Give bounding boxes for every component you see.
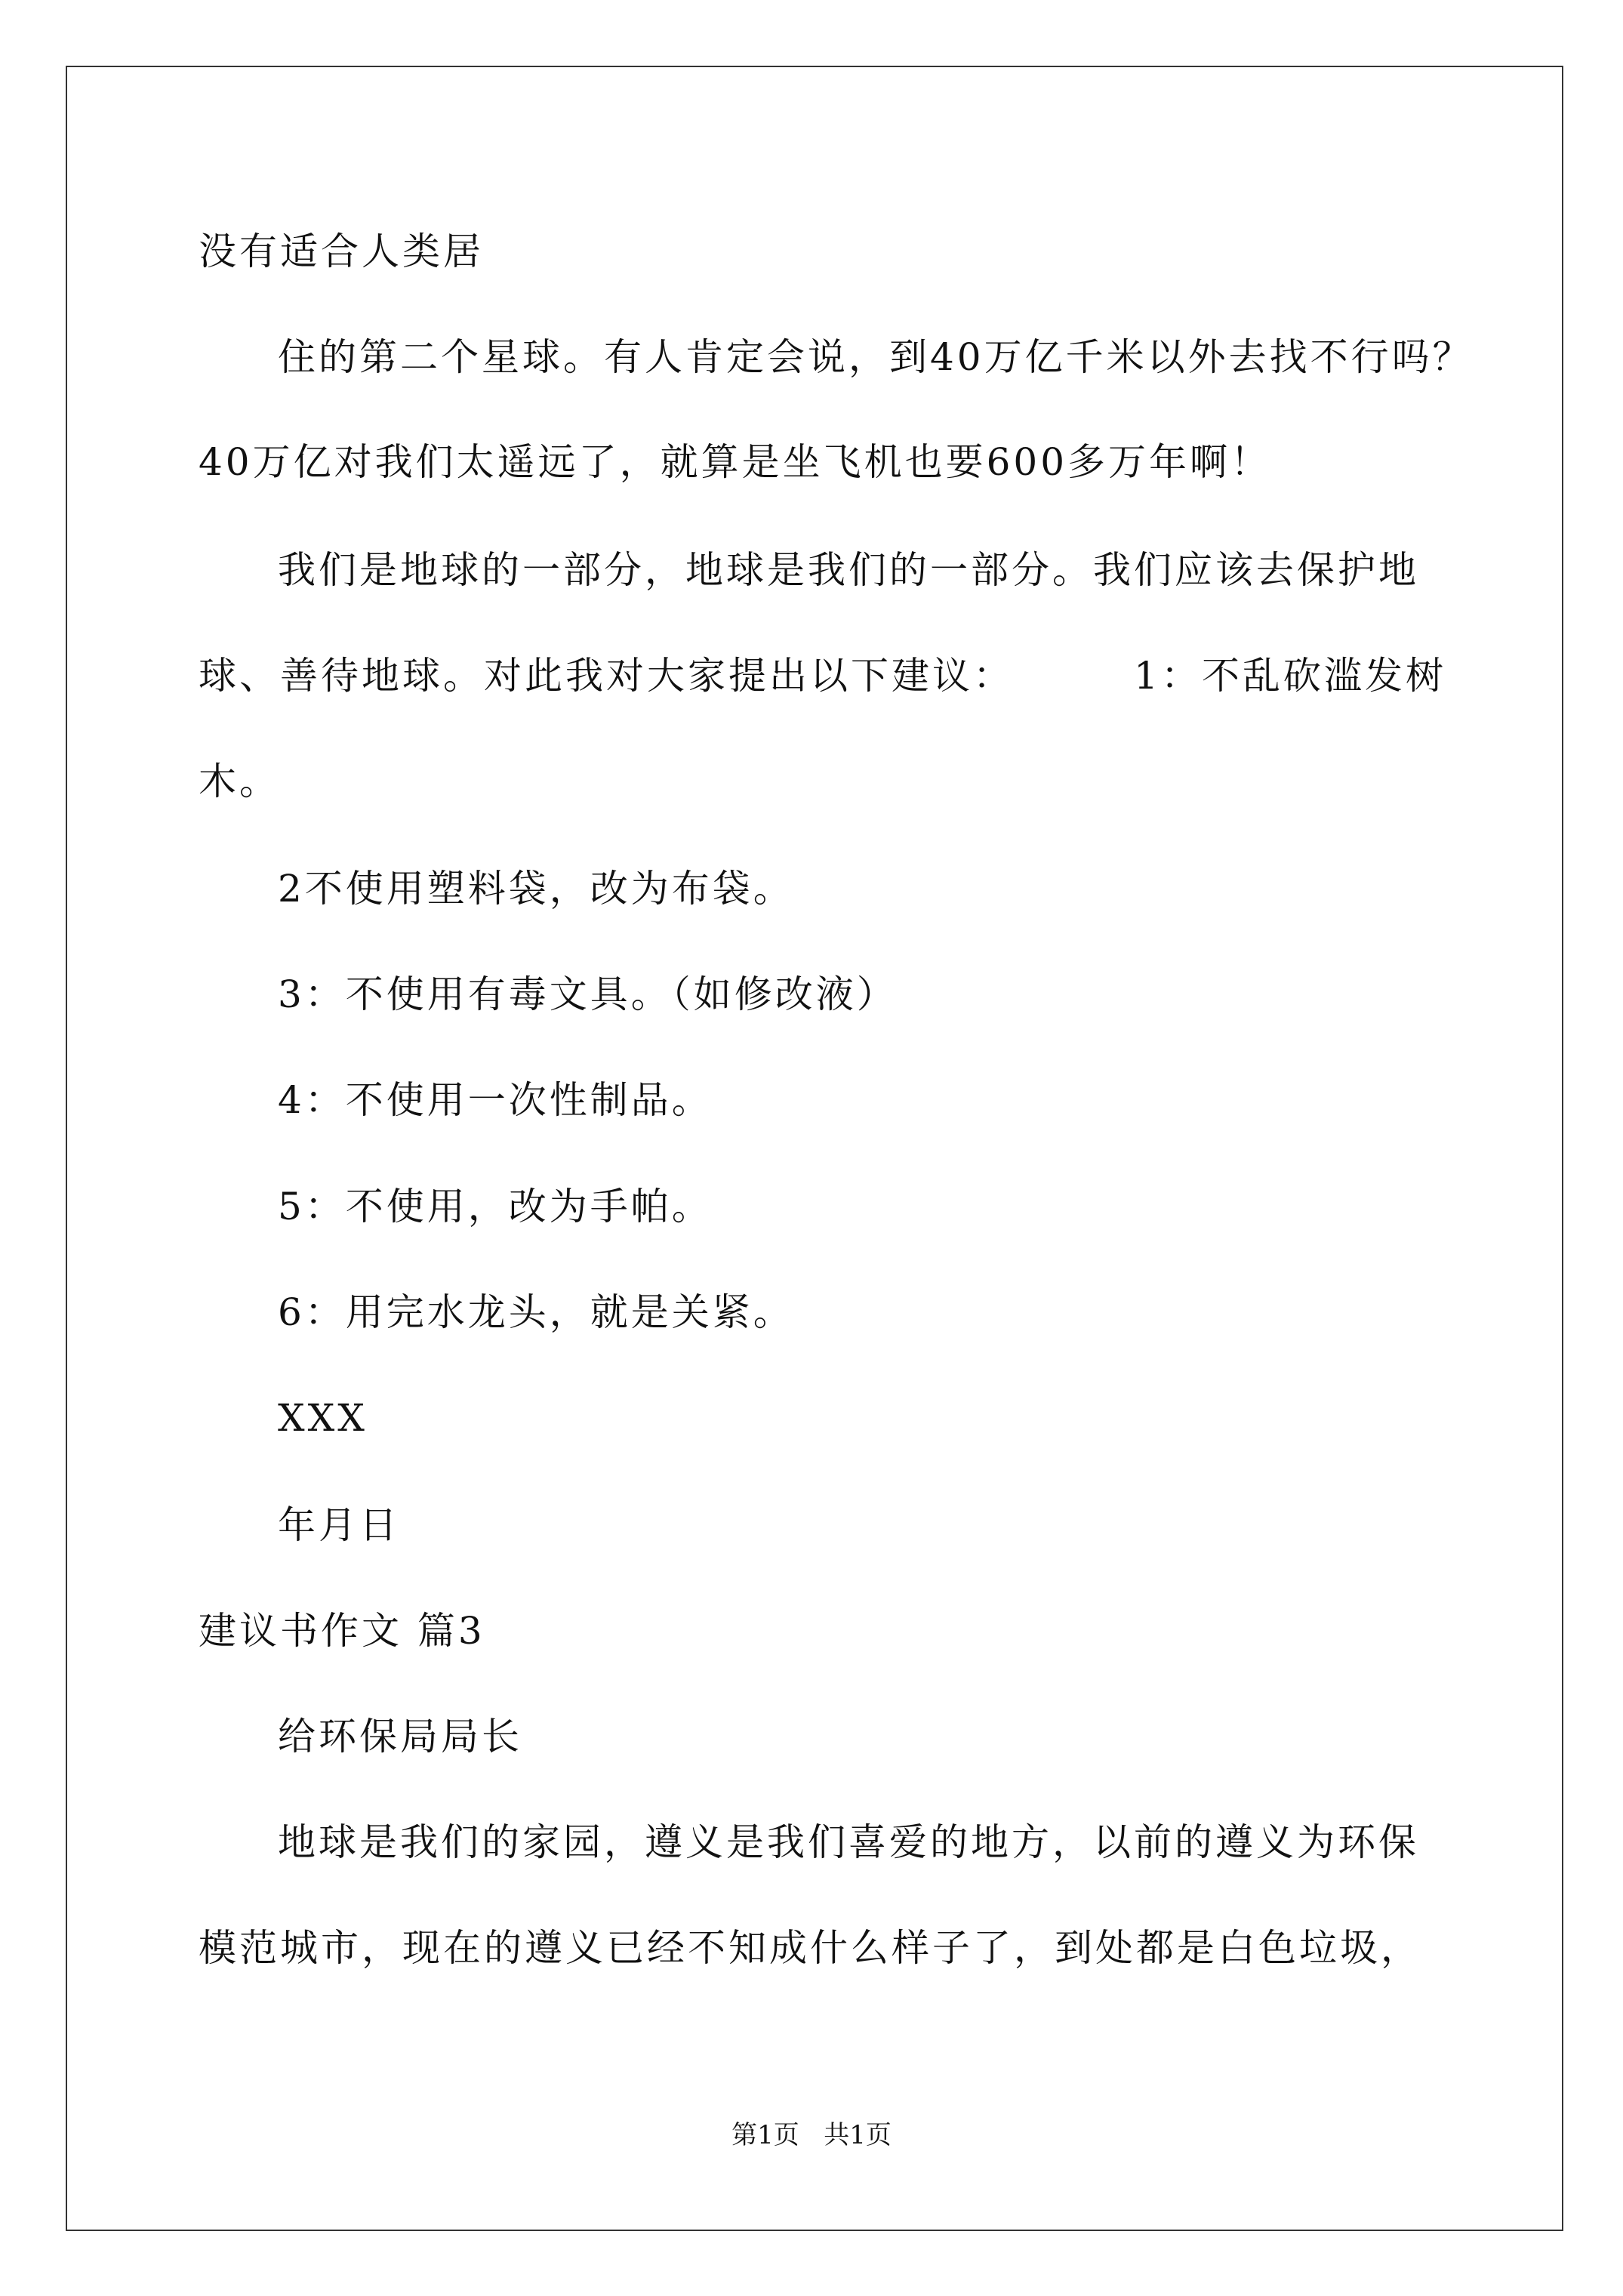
section-heading: 建议书作文 篇3 — [199, 1609, 485, 1653]
page-frame — [66, 66, 1563, 2231]
list-item: 2不使用塑料袋，改为布袋。 — [278, 867, 794, 911]
signature-name: XXX — [278, 1396, 368, 1440]
addressee: 给环保局局长 — [278, 1715, 522, 1758]
list-item: 6：用完水龙头，就是关紧。 — [278, 1290, 794, 1334]
list-item: 5：不使用，改为手帕。 — [278, 1185, 713, 1228]
text-line: 我们是地球的一部分，地球是我们的一部分。我们应该去保护地 — [278, 548, 1419, 592]
text-line: 没有适合人类居 — [199, 230, 484, 273]
list-item: 4：不使用一次性制品。 — [278, 1078, 713, 1122]
text-line: 模范城市，现在的遵义已经不知成什么样子了，到处都是白色垃圾， — [199, 1926, 1421, 1970]
text-line: 住的第二个星球。有人肯定会说，到40万亿千米以外去找不行吗？ — [278, 335, 1474, 379]
text-line: 40万亿对我们太遥远了，就算是坐飞机也要600多万年啊！ — [199, 440, 1272, 484]
signature-date: 年月日 — [278, 1503, 400, 1547]
text-line: 球、善待地球。对此我对大家提出以下建议： 1：不乱砍滥发树 — [199, 654, 1446, 698]
text-line: 木。 — [199, 760, 280, 803]
text-line: 地球是我们的家园，遵义是我们喜爱的地方，以前的遵义为环保 — [278, 1820, 1419, 1864]
list-item: 3：不使用有毒文具。（如修改液） — [278, 972, 898, 1016]
page-footer: 第1页 共1页 — [731, 2120, 892, 2150]
